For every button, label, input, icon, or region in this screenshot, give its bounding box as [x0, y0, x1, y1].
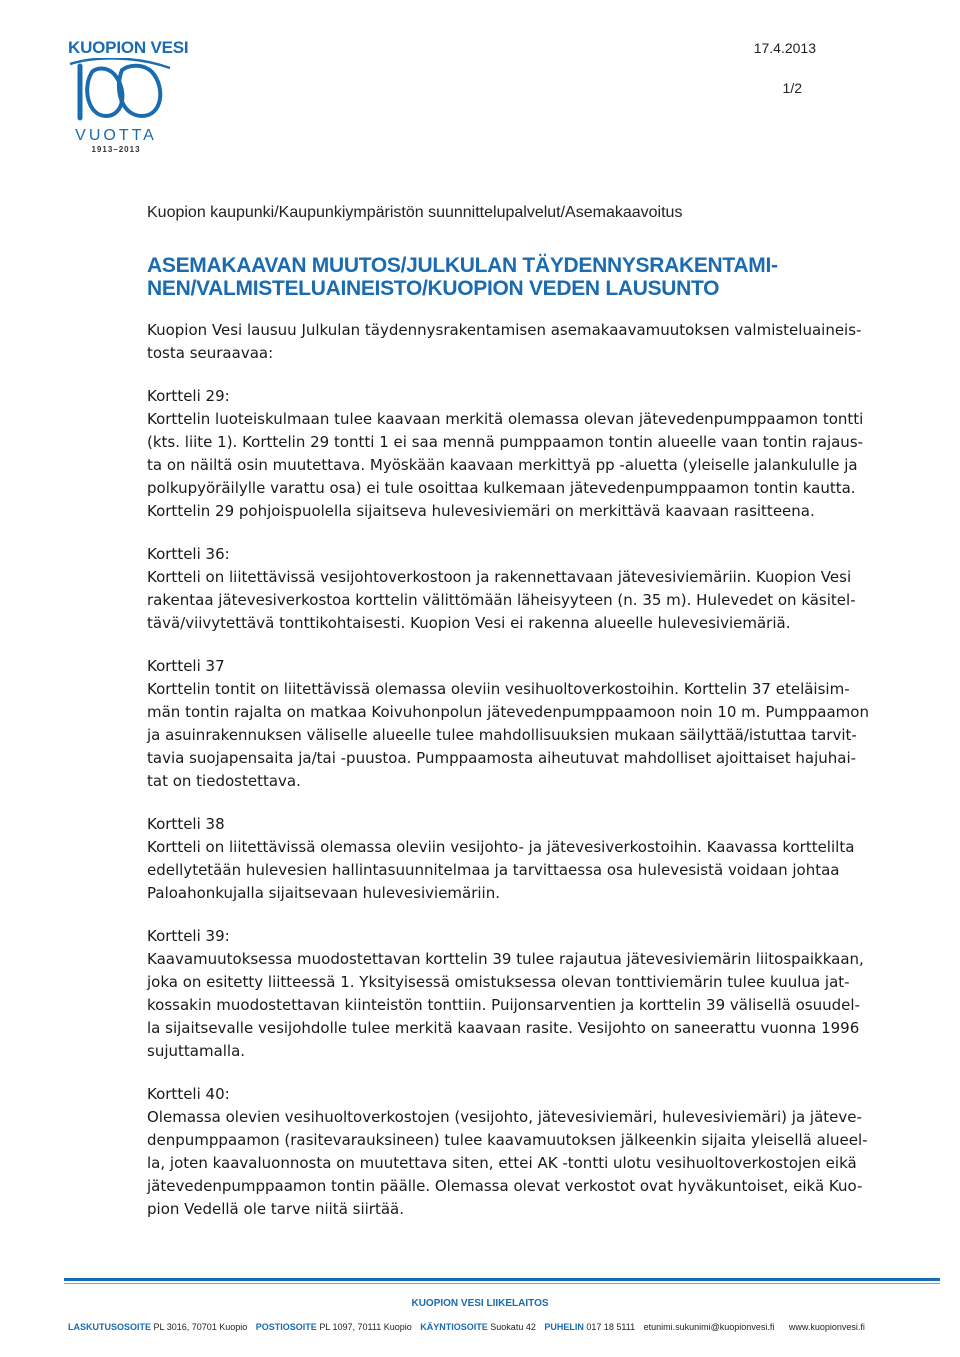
visiting-address-label: KÄYNTIOSOITE [420, 1322, 488, 1332]
section-heading: Kortteli 38 [147, 815, 225, 833]
section-line: polkupyöräilylle varattu osa) ei tule osoittaa kulkemaan jätevedenpumppaamon tontin kautta. [147, 479, 856, 497]
section-body [147, 948, 919, 1063]
section-heading: Kortteli 36: [147, 545, 230, 563]
billing-address-label: LASKUTUSOSOITE [68, 1322, 152, 1332]
section-body [147, 408, 919, 523]
section-line: Paloahonkujalla sijaitsevaan hulevesiviemäriin. [147, 884, 500, 902]
section-body [147, 836, 919, 905]
logo-years-text: 1913–2013 [91, 145, 141, 154]
section-line: ta on näiltä osin muutettava. Myöskään kaavaan merkittyä pp -aluetta (yleiselle jalankululle ja [147, 456, 858, 474]
section-body [147, 1106, 919, 1221]
phone-label: PUHELIN [544, 1322, 584, 1332]
section-line: la sijaitsevalle vesijohdolle tulee merkitä kaavaan rasite. Vesijohto on saneerattu vuonna 1996 [147, 1019, 860, 1037]
section-line: sujuttamalla. [147, 1042, 246, 1060]
section-kortteli-39 [147, 925, 919, 1063]
phone-value: 017 18 5111 [586, 1322, 636, 1332]
section-line: tat on tiedostettava. [147, 772, 301, 790]
section-line: Korttelin luoteiskulmaan tulee kaavaan merkitä olemassa olevan jätevedenpumppaamon tontti [147, 410, 864, 428]
section-kortteli-38 [147, 813, 919, 905]
footer-rule-thin [64, 1283, 940, 1284]
section-kortteli-40 [147, 1083, 919, 1221]
section-kortteli-37 [147, 655, 919, 793]
intro-line: tosta seuraavaa: [147, 344, 274, 362]
section-line: ja asuinrakennuksen väliselle alueelle tulee mahdollisuuksien mukaan säilyttää/istuttaa tarvit- [147, 726, 857, 744]
footer-contacts [68, 1322, 865, 1332]
department-line: Kuopion kaupunki/Kaupunkiympäristön suunnittelupalvelut/Asemakaavoitus [147, 204, 683, 221]
email-link[interactable]: etunimi.sukunimi@kuopionvesi.fi [643, 1322, 775, 1332]
section-line: Kaavamuutoksessa muodostettavan korttelin 39 tulee rajautua jätevesiviemärin liitospaikkaan, [147, 950, 864, 968]
section-line: la, joten kaavaluonnosta on muutettava siten, ettei AK -tontti ulotu vesihuoltoverkostojen eikä [147, 1154, 857, 1172]
section-line: (kts. liite 1). Korttelin 29 tontti 1 ei saa mennä pumppaamon tontin alueelle vaan tontin rajaus- [147, 433, 864, 451]
document-body [147, 204, 919, 1221]
visiting-address-value: Suokatu 42 [490, 1322, 536, 1332]
section-line: edellytetään hulevesien hallintasuunnitelmaa ja tarvittaessa osa hulevesistä voidaan johtaa [147, 861, 840, 879]
section-kortteli-29 [147, 385, 919, 523]
website-link[interactable]: www.kuopionvesi.fi [788, 1322, 865, 1332]
title-line: ASEMAKAAVAN MUUTOS/JULKULAN TÄYDENNYSRAKENTAMI- [147, 254, 778, 277]
section-line: joka on esitetty liitteessä 1. Yksityisessä omistuksessa olevan tonttiviemärin tulee kuulua jat- [147, 973, 850, 991]
billing-address-value: PL 3016, 70701 Kuopio [153, 1322, 248, 1332]
logo-vuotta-text: VUOTTA [75, 127, 157, 144]
section-line: Kortteli on liitettävissä vesijohtoverkostoon ja rakennettavaan jätevesiviemäriin. Kuopion Vesi [147, 568, 852, 586]
document-title [147, 254, 919, 300]
brand-name: KUOPION VESI [68, 38, 189, 57]
section-line: Korttelin 29 pohjoispuolella sijaitseva hulevesiviemäri on merkittävä kaavaan rasitteena. [147, 502, 815, 520]
section-heading: Kortteli 37 [147, 657, 225, 675]
document-date: 17.4.2013 [753, 40, 816, 56]
postal-address-label: POSTIOSOITE [255, 1322, 317, 1332]
section-body [147, 566, 919, 635]
section-line: Olemassa olevien vesihuoltoverkostojen (vesijohto, jätevesiviemäri, hulevesiviemäri) ja jäteve- [147, 1108, 862, 1126]
intro-paragraph [147, 319, 919, 365]
intro-line: Kuopion Vesi lausuu Julkulan täydennysrakentamisen asemakaavamuutoksen valmisteluaineis- [147, 321, 862, 339]
section-kortteli-36 [147, 543, 919, 635]
centenary-logo [66, 58, 176, 128]
footer-company-name: KUOPION VESI LIIKELAITOS [411, 1298, 549, 1309]
section-heading: Kortteli 39: [147, 927, 230, 945]
section-line: män tontin rajalta on matkaa Koivuhonpolun jätevedenpumppaamoon noin 10 m. Pumppaamon [147, 703, 869, 721]
postal-address-value: PL 1097, 70111 Kuopio [319, 1322, 412, 1332]
section-line: Kortteli on liitettävissä olemassa oleviin vesijohto- ja jätevesiverkostoihin. Kaavassa korttelilta [147, 838, 855, 856]
section-heading: Kortteli 29: [147, 387, 230, 405]
section-line: pion Vedellä ole tarve niitä siirtää. [147, 1200, 404, 1218]
section-line: kossakin muodostettavan kiinteistön tonttiin. Puijonsarventien ja korttelin 39 välisellä osuudel- [147, 996, 860, 1014]
section-line: Korttelin tontit on liitettävissä olemassa oleviin vesihuoltoverkostoihin. Korttelin 37 eteläisim- [147, 680, 850, 698]
section-line: denpumppaamon (rasitevarauksineen) tulee kaavamuutoksen jälkeenkin sijaita yleisellä alueel- [147, 1131, 868, 1149]
section-line: rakentaa jätevesiverkostoa korttelin välittömään läheisyyteen (n. 35 m). Hulevedet on käsitel- [147, 591, 856, 609]
title-line: NEN/VALMISTELUAINEISTO/KUOPION VEDEN LAUSUNTO [147, 277, 720, 300]
section-heading: Kortteli 40: [147, 1085, 230, 1103]
section-body [147, 678, 919, 793]
section-line: jätevedenpumppaamon tontin päälle. Olemassa olevat verkostot ovat hyväkuntoiset, eikä Kuo- [147, 1177, 863, 1195]
section-line: tävä/viivytettävä tonttikohtaisesti. Kuopion Vesi ei rakenna alueelle hulevesiviemäriä. [147, 614, 791, 632]
footer-rule [64, 1278, 940, 1281]
section-line: tavia suojapensaita ja/tai -puustoa. Pumppaamosta aiheutuvat mahdolliset ajoittaiset hajuhai- [147, 749, 857, 767]
page-number: 1/2 [782, 80, 802, 96]
